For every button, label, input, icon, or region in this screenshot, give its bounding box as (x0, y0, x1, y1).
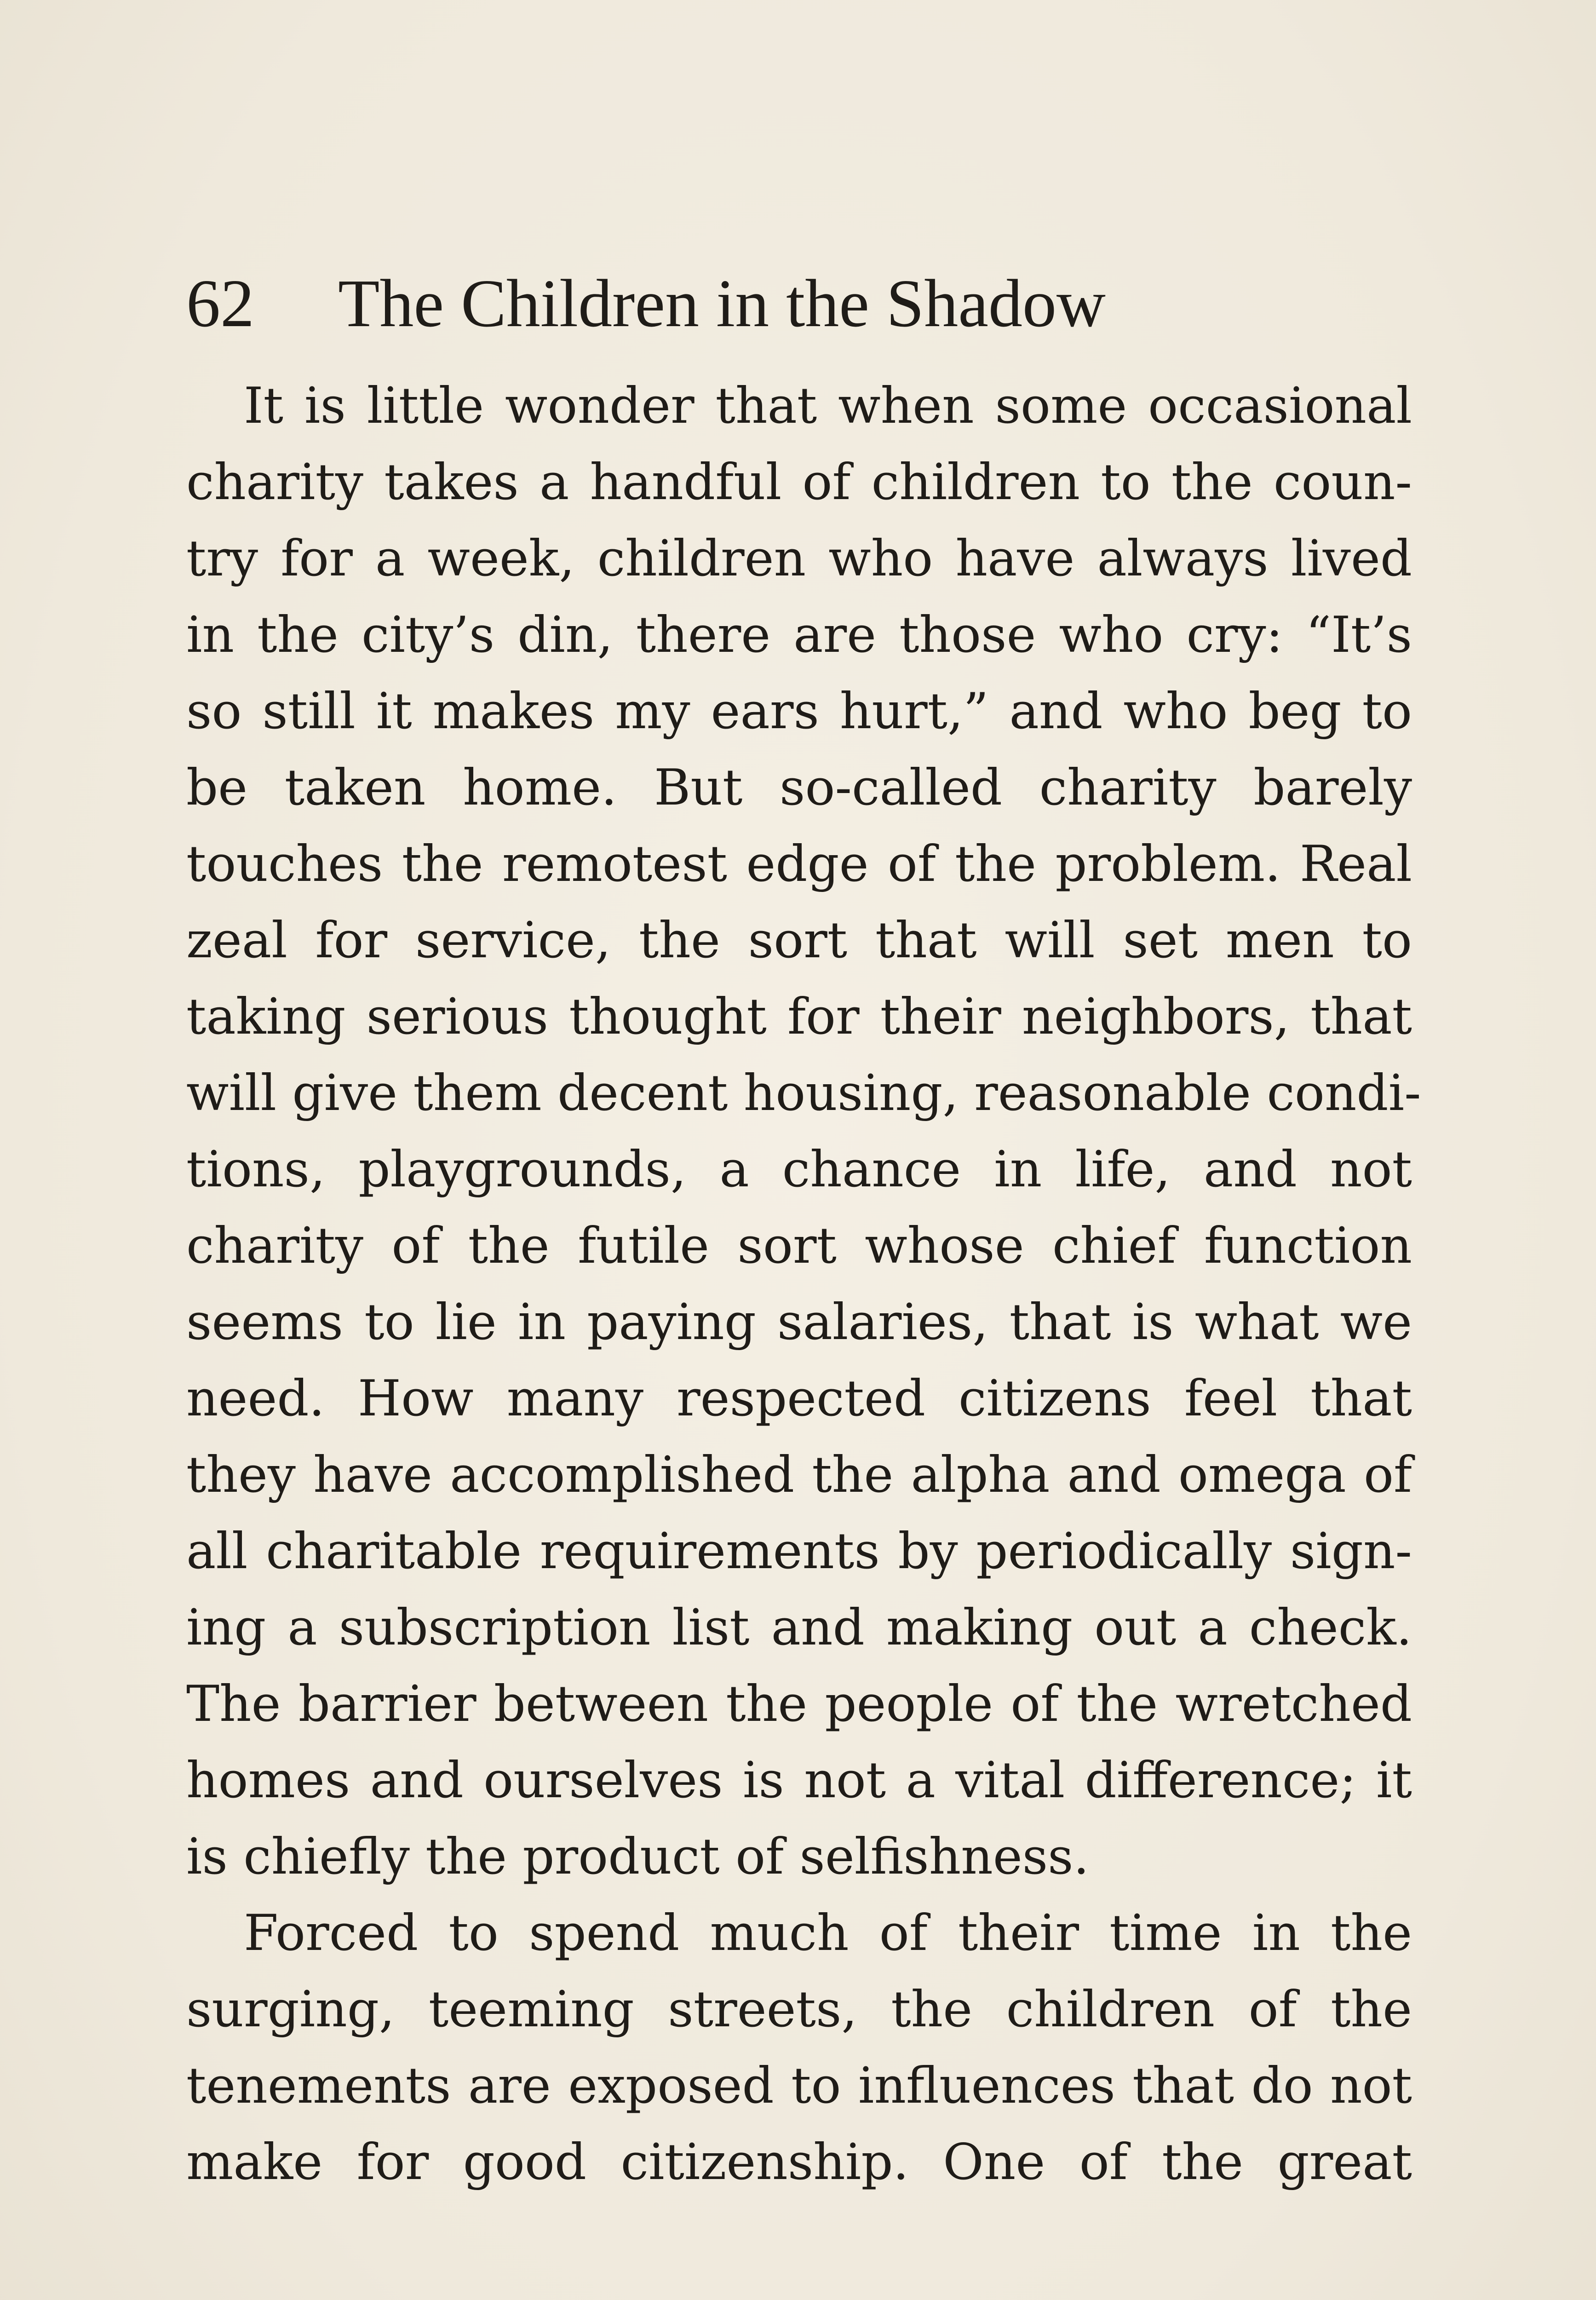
text-line: homes and ourselves is not a vital difference; it (186, 1752, 1412, 1809)
text-line: they have accomplished the alpha and omega of (186, 1446, 1412, 1504)
text-line: surging, teeming streets, the children of the (186, 1981, 1412, 2038)
text-line: try for a week, children who have always lived (186, 530, 1412, 587)
paragraph-1 (186, 368, 1421, 1895)
text-line: tenements are exposed to influences that do not (186, 2057, 1412, 2115)
text-line: all charitable requirements by periodically sign- (186, 1523, 1412, 1580)
body-text (186, 368, 1421, 2201)
text-line: ing a subscription list and making out a check. (186, 1599, 1412, 1656)
text-line: Forced to spend much of their time in the (244, 1904, 1412, 1962)
text-line: It is little wonder that when some occasional (244, 377, 1412, 435)
text-line: The barrier between the people of the wretched (186, 1675, 1412, 1733)
text-line: charity takes a handful of children to the coun- (186, 454, 1412, 511)
text-line: seems to lie in paying salaries, that is what we (186, 1294, 1412, 1351)
text-line: will give them decent housing, reasonable condi- (186, 1064, 1421, 1122)
running-head (186, 258, 1428, 350)
text-line: taking serious thought for their neighbors, that (186, 988, 1412, 1046)
paragraph-2 (186, 1895, 1412, 2201)
text-line: zeal for service, the sort that will set men to (186, 912, 1412, 969)
page-number: 62 (186, 266, 254, 341)
running-title: The Children in the Shadow (338, 266, 1106, 341)
text-line: tions, playgrounds, a chance in life, and not (186, 1141, 1412, 1198)
text-line: make for good citizenship. One of the great (186, 2133, 1412, 2191)
text-line: charity of the futile sort whose chief function (186, 1217, 1412, 1275)
text-line: touches the remotest edge of the problem. Real (186, 835, 1412, 893)
text-line: need. How many respected citizens feel that (186, 1370, 1412, 1427)
text-line: is chiefly the product of selfishness. (186, 1828, 1089, 1886)
text-line: in the city’s din, there are those who cry: “It’s (186, 606, 1412, 664)
text-line: be taken home. But so-called charity barely (186, 759, 1412, 816)
text-line: so still it makes my ears hurt,” and who beg to (186, 683, 1412, 740)
